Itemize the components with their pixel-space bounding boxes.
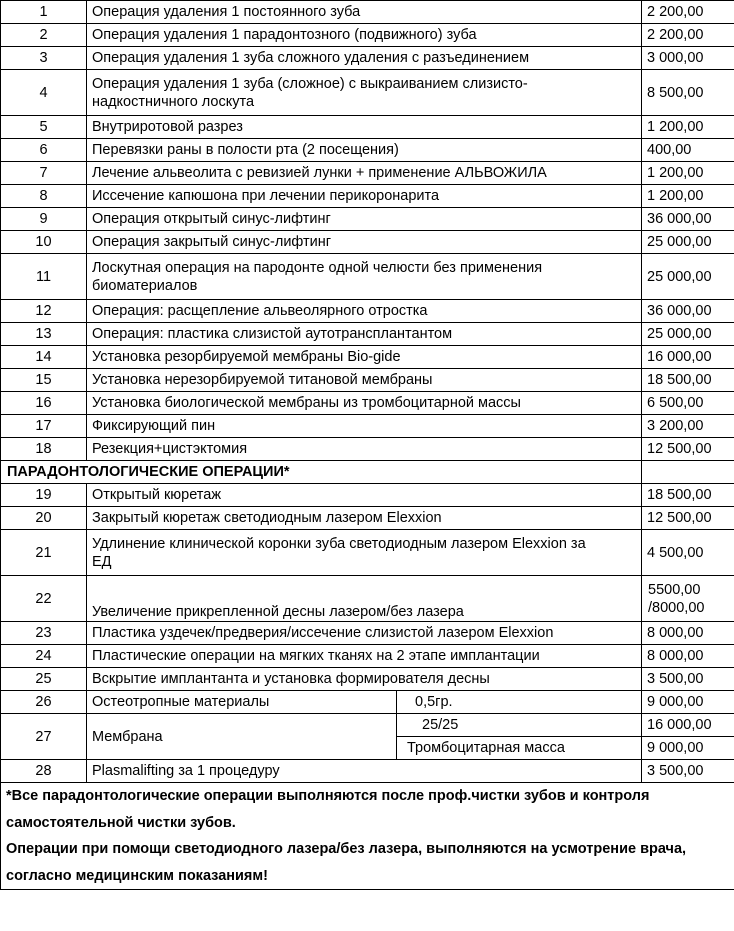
note-main: *Все парадонтологические операции выполняются после проф.чистки зубов и контроля самостоятельной чистки зубов.	[6, 788, 650, 831]
service-name: Вскрытие имплантанта и установка формирователя десны	[87, 668, 642, 691]
service-price: 3 500,00	[642, 760, 734, 783]
service-price: 3 500,00	[642, 668, 734, 691]
service-name: Перевязки раны в полости рта (2 посещения)	[87, 139, 642, 162]
row-number: 23	[1, 622, 87, 645]
service-price: 4 500,00	[642, 530, 734, 576]
row-number: 16	[1, 392, 87, 415]
service-name: Остеотропные материалы	[87, 691, 397, 714]
service-price: 25 000,00	[642, 323, 734, 346]
row-number: 8	[1, 185, 87, 208]
row-number: 14	[1, 346, 87, 369]
service-name: Мембрана	[87, 714, 397, 760]
service-name: Операция открытый синус-лифтинг	[87, 208, 642, 231]
table-row	[1, 116, 734, 139]
service-price: 6 500,00	[642, 392, 734, 415]
service-name: Plasmalifting за 1 процедуру	[87, 760, 642, 783]
service-price: 2 200,00	[642, 24, 734, 47]
table-row	[1, 691, 734, 714]
row-number: 4	[1, 70, 87, 116]
service-name: Операция: пластика слизистой аутотрансплантантом	[87, 323, 642, 346]
table-row	[1, 185, 734, 208]
service-name: Операция удаления 1 зуба (сложное) с выкраиванием слизисто-надкостничного лоскута	[87, 70, 642, 116]
notes-row	[1, 783, 734, 890]
service-name: Операция удаления 1 постоянного зуба	[87, 1, 642, 24]
table-row	[1, 760, 734, 783]
table-row	[1, 70, 734, 116]
service-variant: 25/25	[397, 714, 642, 737]
row-number: 2	[1, 24, 87, 47]
table-row	[1, 392, 734, 415]
row-number: 15	[1, 369, 87, 392]
service-price: 9 000,00	[642, 737, 734, 760]
table-row	[1, 1, 734, 24]
table-row	[1, 208, 734, 231]
row-number: 17	[1, 415, 87, 438]
row-number: 9	[1, 208, 87, 231]
row-number: 6	[1, 139, 87, 162]
row-number: 11	[1, 254, 87, 300]
table-row	[1, 622, 734, 645]
service-variant: Тромбоцитарная масса	[397, 737, 642, 760]
row-number: 5	[1, 116, 87, 139]
table-row	[1, 576, 734, 622]
service-price: 16 000,00	[642, 346, 734, 369]
table-row	[1, 438, 734, 461]
service-name: Внутриротовой разрез	[87, 116, 642, 139]
table-row	[1, 369, 734, 392]
row-number: 18	[1, 438, 87, 461]
service-price	[642, 576, 734, 622]
note-laser: Операции при помощи светодиодного лазера/без лазера, выполняются на усмотрение врача, согласно медицинским показаниям!	[6, 841, 687, 884]
price-without-laser: /8000,00	[648, 599, 705, 616]
service-price: 12 500,00	[642, 438, 734, 461]
service-name: Операция: расщепление альвеолярного отростка	[87, 300, 642, 323]
row-number: 1	[1, 1, 87, 24]
row-number: 22	[1, 576, 87, 622]
service-price: 36 000,00	[642, 300, 734, 323]
price-with-laser: 5500,00	[648, 581, 701, 598]
table-row	[1, 162, 734, 185]
service-price: 8 500,00	[642, 70, 734, 116]
service-name: Резекция+цистэктомия	[87, 438, 642, 461]
table-row	[1, 24, 734, 47]
service-price: 3 000,00	[642, 47, 734, 70]
table-row	[1, 139, 734, 162]
row-number: 21	[1, 530, 87, 576]
row-number: 19	[1, 484, 87, 507]
service-name: Пластика уздечек/предверия/иссечение слизистой лазером Elexxion	[87, 622, 642, 645]
empty-cell	[642, 461, 734, 484]
table-row	[1, 231, 734, 254]
service-price: 18 500,00	[642, 369, 734, 392]
service-price: 9 000,00	[642, 691, 734, 714]
service-name: Лечение альвеолита с ревизией лунки + применение АЛЬВОЖИЛА	[87, 162, 642, 185]
table-row	[1, 323, 734, 346]
service-name: Операция закрытый синус-лифтинг	[87, 231, 642, 254]
service-price: 16 000,00	[642, 714, 734, 737]
service-price: 2 200,00	[642, 1, 734, 24]
service-price: 25 000,00	[642, 254, 734, 300]
service-name: Установка биологической мембраны из тромбоцитарной массы	[87, 392, 642, 415]
row-number: 10	[1, 231, 87, 254]
service-variant: 0,5гр.	[397, 691, 642, 714]
table-row	[1, 530, 734, 576]
table-row	[1, 415, 734, 438]
service-price: 1 200,00	[642, 185, 734, 208]
service-price: 8 000,00	[642, 645, 734, 668]
service-price: 36 000,00	[642, 208, 734, 231]
service-price: 1 200,00	[642, 162, 734, 185]
service-name: Установка резорбируемой мембраны Bio-gide	[87, 346, 642, 369]
service-price: 3 200,00	[642, 415, 734, 438]
row-number: 27	[1, 714, 87, 760]
section-header-row	[1, 461, 734, 484]
service-name: Операция удаления 1 парадонтозного (подвижного) зуба	[87, 24, 642, 47]
notes-cell	[1, 783, 734, 890]
service-price: 25 000,00	[642, 231, 734, 254]
section-title: ПАРАДОНТОЛОГИЧЕСКИЕ ОПЕРАЦИИ*	[1, 461, 642, 484]
service-name: Удлинение клинической коронки зуба светодиодным лазером Elexxion за ЕД	[87, 530, 642, 576]
service-price: 12 500,00	[642, 507, 734, 530]
row-number: 25	[1, 668, 87, 691]
row-number: 7	[1, 162, 87, 185]
row-number: 24	[1, 645, 87, 668]
service-name: Увеличение прикрепленной десны лазером/без лазера	[87, 576, 642, 622]
table-row	[1, 507, 734, 530]
table-row	[1, 484, 734, 507]
service-price: 8 000,00	[642, 622, 734, 645]
row-number: 13	[1, 323, 87, 346]
table-row	[1, 300, 734, 323]
service-name: Лоскутная операция на пародонте одной челюсти без применения биоматериалов	[87, 254, 642, 300]
service-price: 400,00	[642, 139, 734, 162]
service-price: 18 500,00	[642, 484, 734, 507]
service-name: Установка нерезорбируемой титановой мембраны	[87, 369, 642, 392]
service-name: Пластические операции на мягких тканях на 2 этапе имплантации	[87, 645, 642, 668]
service-name: Фиксирующий пин	[87, 415, 642, 438]
table-row	[1, 714, 734, 737]
table-row	[1, 47, 734, 70]
table-row	[1, 346, 734, 369]
table-row	[1, 668, 734, 691]
row-number: 3	[1, 47, 87, 70]
row-number: 26	[1, 691, 87, 714]
table-row	[1, 645, 734, 668]
service-name: Иссечение капюшона при лечении перикоронарита	[87, 185, 642, 208]
table-row	[1, 254, 734, 300]
service-name: Закрытый кюретаж светодиодным лазером Elexxion	[87, 507, 642, 530]
row-number: 20	[1, 507, 87, 530]
row-number: 28	[1, 760, 87, 783]
service-name: Операция удаления 1 зуба сложного удаления с разъединением	[87, 47, 642, 70]
service-name: Открытый кюретаж	[87, 484, 642, 507]
service-price: 1 200,00	[642, 116, 734, 139]
row-number: 12	[1, 300, 87, 323]
